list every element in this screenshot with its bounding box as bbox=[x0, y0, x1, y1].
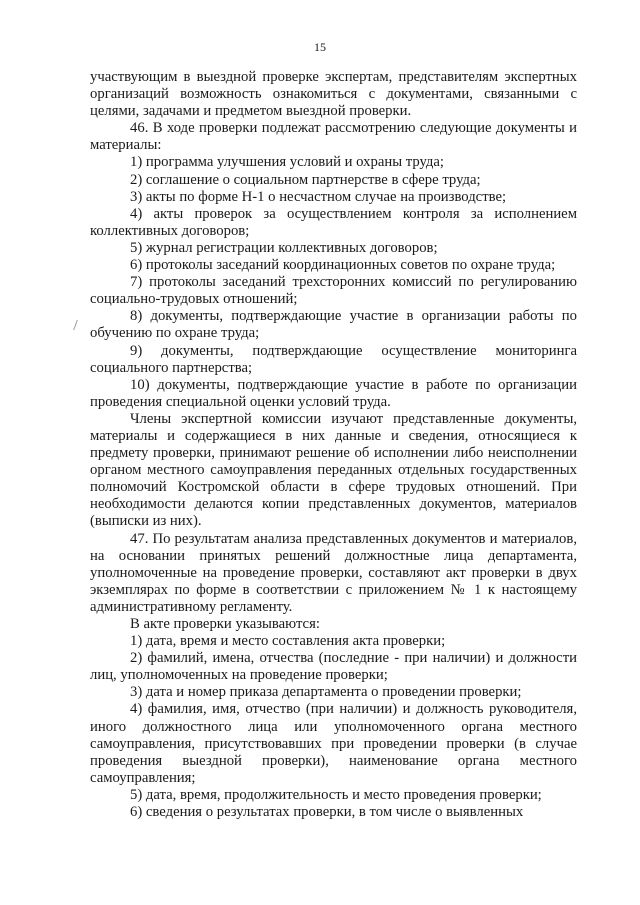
list-item: 1) программа улучшения условий и охраны труда; bbox=[130, 154, 444, 171]
list-item: 2) фамилий, имена, отчества (последние - при наличии) и должности лиц, уполномоченных на проведение проверки; bbox=[90, 650, 577, 684]
list-item: 6) протоколы заседаний координационных советов по охране труда; bbox=[130, 257, 556, 274]
list-item: 9) документы, подтверждающие осуществление мониторинга социального партнерства; bbox=[90, 342, 577, 376]
list-item: 6) сведения о результатах проверки, в том числе о выявленных bbox=[130, 804, 524, 821]
paragraph: 46. В ходе проверки подлежат рассмотрению следующие документы и материалы: bbox=[90, 120, 577, 154]
paragraph: 47. По результатам анализа представленных документов и материалов, на основании принятых решений должностные лица департамента, уполномоченные на проведение проверки, составляют акт проверки в двух экземплярах по форме в соответствии с приложением № 1 к настоящему административному регламенту. bbox=[90, 530, 577, 615]
list-item: 4) акты проверок за осуществлением контроля за исполнением коллективных договоров; bbox=[90, 205, 577, 239]
list-item: 1) дата, время и место составления акта проверки; bbox=[130, 633, 446, 650]
list-item: 5) журнал регистрации коллективных договоров; bbox=[130, 239, 438, 256]
document-body bbox=[90, 69, 577, 821]
list-item: 4) фамилия, имя, отчество (при наличии) и должность руководителя, иного должностного лица или уполномоченного органа местного самоуправления, присутствовавших при проведении проверки (в случае проведения выездной проверки), наименование органа местного самоуправления; bbox=[90, 701, 577, 786]
list-item: 5) дата, время, продолжительность и место проведения проверки; bbox=[130, 786, 542, 803]
list-item: 7) протоколы заседаний трехсторонних комиссий по регулированию социально-трудовых отношений; bbox=[90, 274, 577, 308]
list-item: 3) дата и номер приказа департамента о проведении проверки; bbox=[130, 684, 522, 701]
paragraph: участвующим в выездной проверке экспертам, представителям экспертных организаций возможность ознакомиться с документами, связанными с целями, задачами и предметом выездной проверки. bbox=[90, 69, 577, 120]
list-item: 2) соглашение о социальном партнерстве в сфере труда; bbox=[130, 171, 481, 188]
list-item: 3) акты по форме Н-1 о несчастном случае на производстве; bbox=[130, 188, 507, 205]
margin-pen-mark bbox=[73, 320, 84, 330]
list-item: 8) документы, подтверждающие участие в организации работы по обучению по охране труда; bbox=[90, 308, 577, 342]
paragraph: В акте проверки указываются: bbox=[130, 616, 320, 632]
page-number: 15 bbox=[314, 40, 326, 54]
list-item: 10) документы, подтверждающие участие в работе по организации проведения специальной оценки условий труда. bbox=[90, 376, 577, 410]
paragraph: Члены экспертной комиссии изучают представленные документы, материалы и содержащиеся в них данные и сведения, относящиеся к предмету проверки, принимают решение об исполнении либо неисполнении органом местного самоуправления переданных отдельных государственных полномочий Костромской области в сфере трудовых отношений. При необходимости делаются копии представленных документов, материалов (выписки из них). bbox=[90, 410, 577, 530]
